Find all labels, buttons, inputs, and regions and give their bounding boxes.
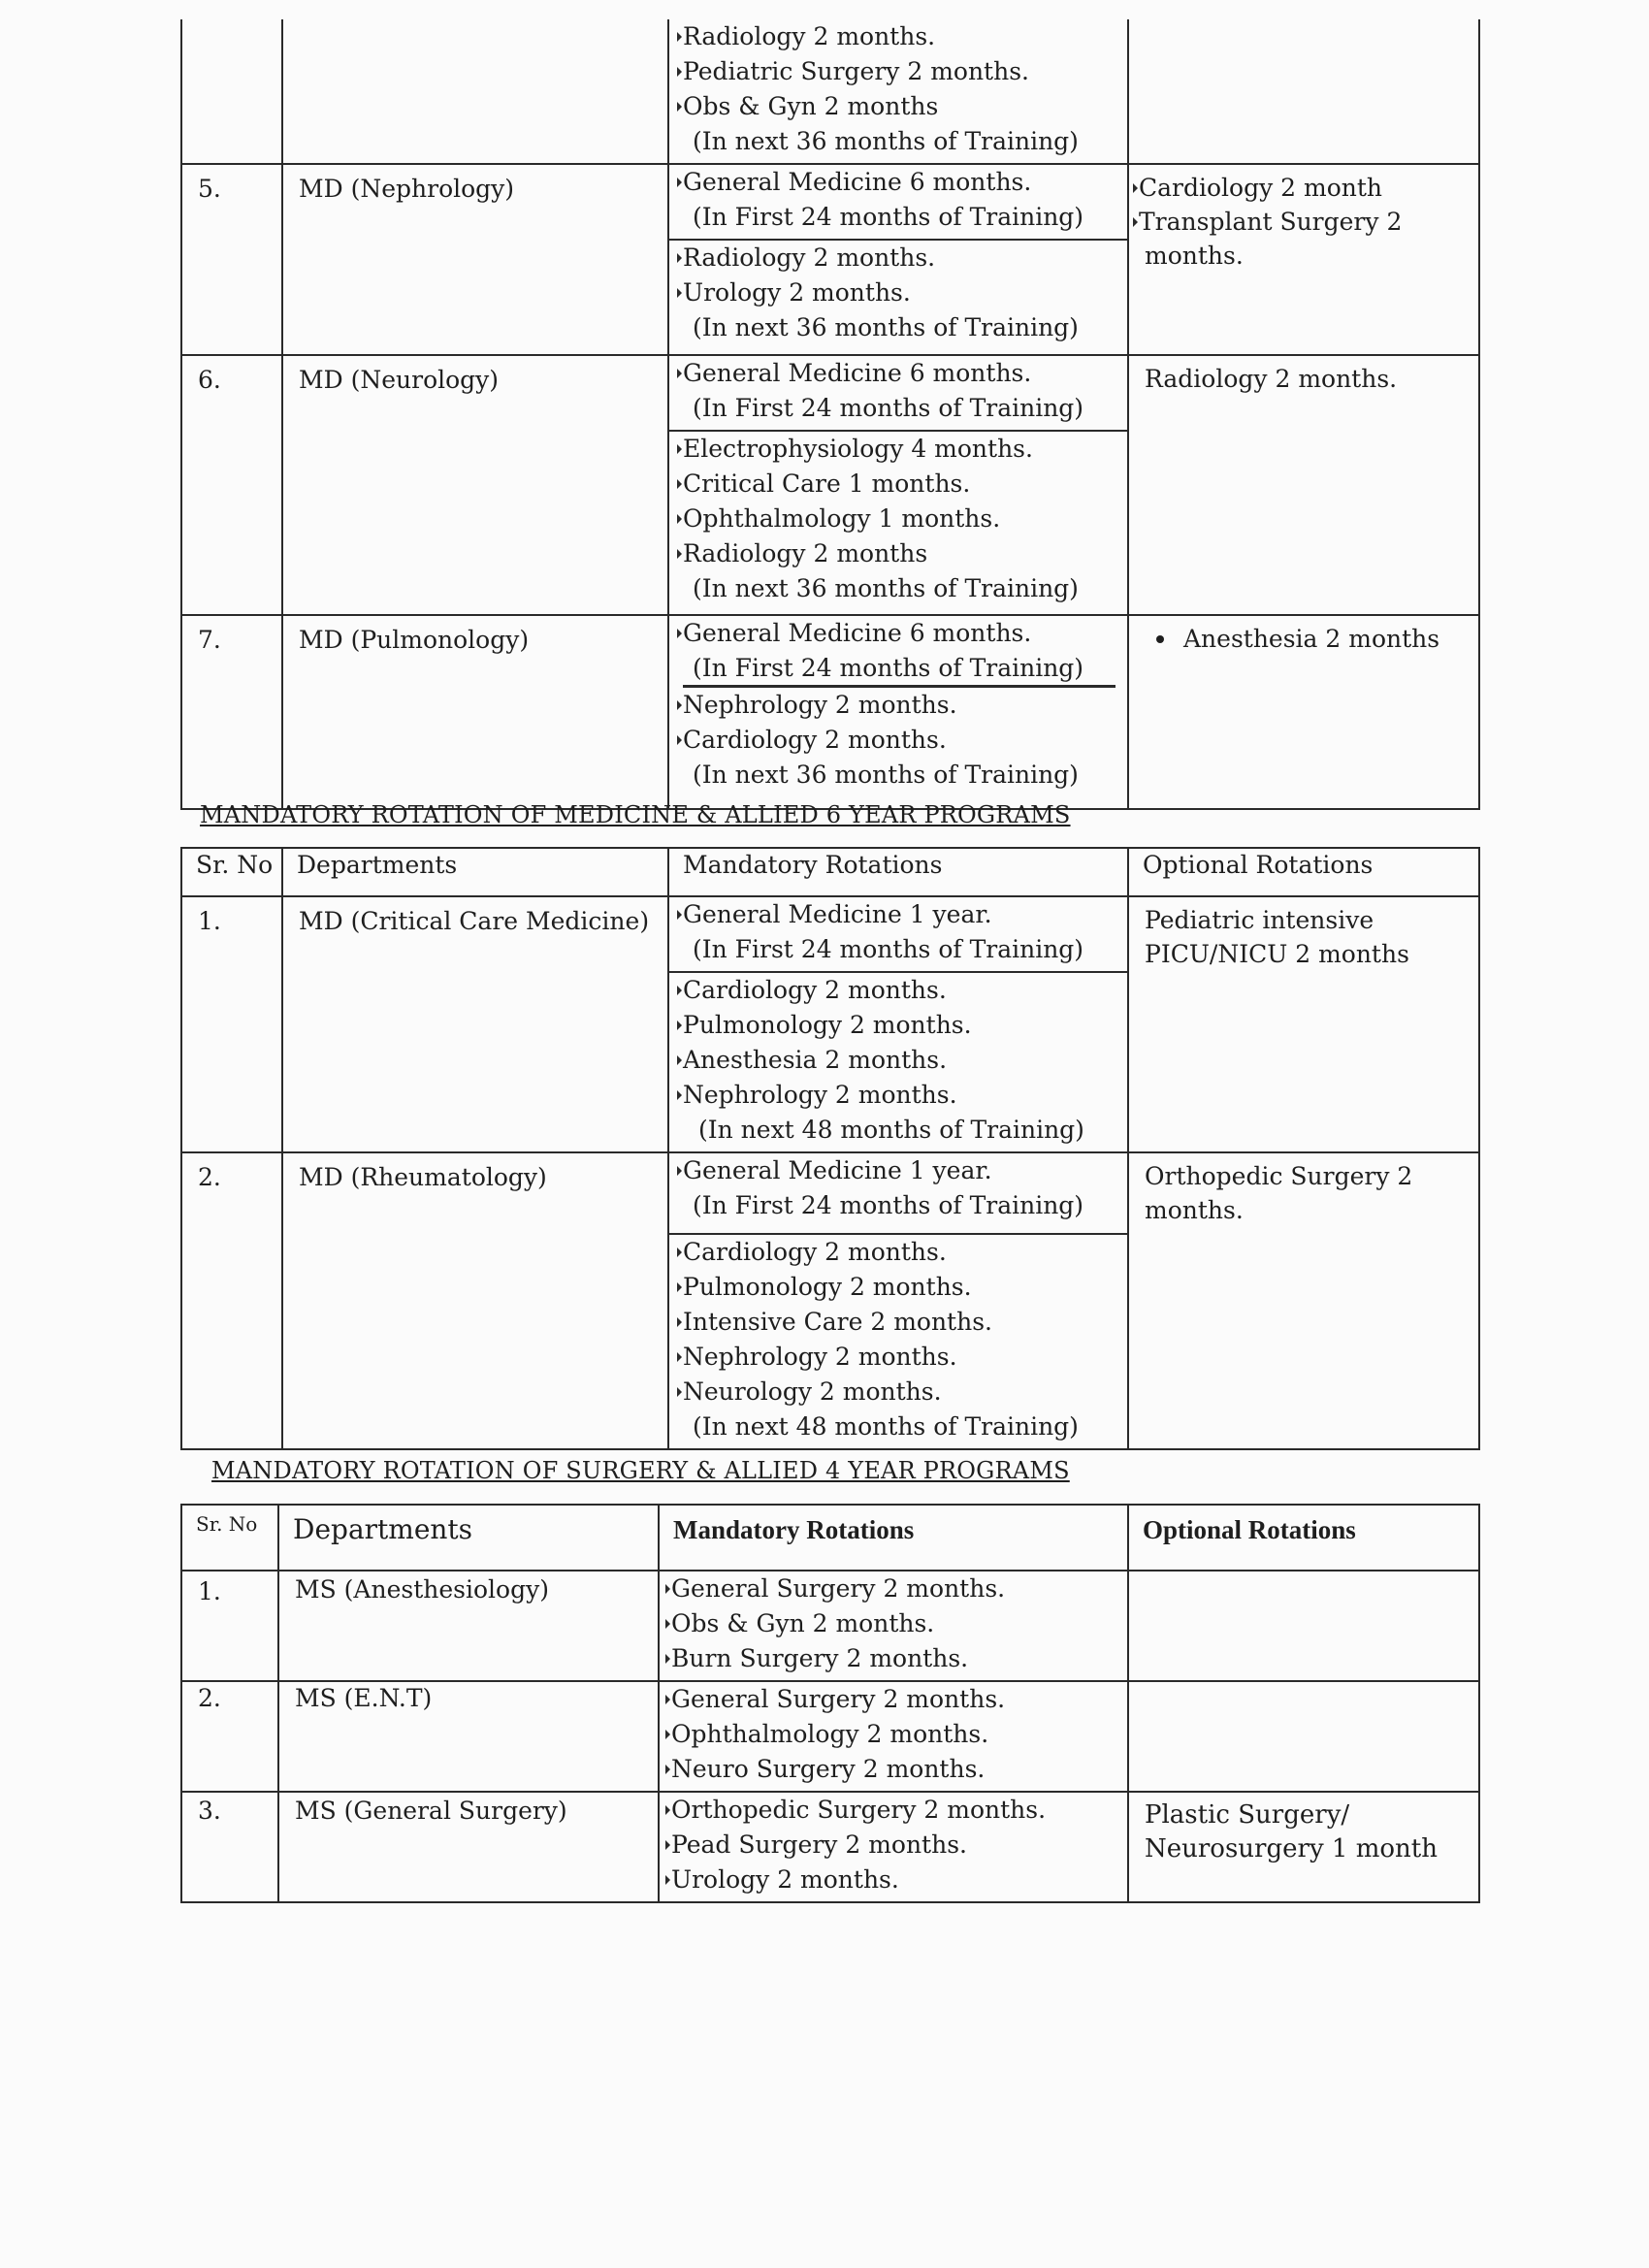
- department-name: MD (Neurology): [282, 355, 668, 615]
- rotation-item: Burn Surgery 2 months.: [671, 1641, 1127, 1676]
- medicine-rotation-table: [180, 847, 1480, 1450]
- mandatory-rotations-cell: [659, 1792, 1128, 1902]
- mandatory-rotations-cell: [659, 1681, 1128, 1792]
- column-header: Optional Rotations: [1128, 1505, 1479, 1571]
- department-name: MD (Rheumatology): [282, 1152, 668, 1449]
- optional-rotations-cell: [1128, 355, 1479, 615]
- optional-item: Plastic Surgery/: [1145, 1800, 1350, 1830]
- rotation-item: Ophthalmology 2 months.: [671, 1717, 1127, 1752]
- table-row: [181, 19, 1479, 164]
- mandatory-rotations-cell: [668, 164, 1128, 355]
- rotation-group: [669, 1233, 1127, 1448]
- sr-no: 1.: [181, 1571, 278, 1681]
- table-header-row: [181, 848, 1479, 896]
- rotation-group: [669, 971, 1127, 1151]
- section-title-medicine: MANDATORY ROTATION OF MEDICINE & ALLIED 6 YEAR PROGRAMS: [200, 801, 1071, 828]
- optional-item: Anesthesia 2 months: [1139, 622, 1472, 656]
- rotation-period: (In next 36 months of Training): [693, 574, 1079, 602]
- optional-rotations-cell: [1128, 896, 1479, 1152]
- rotation-item: Urology 2 months.: [671, 1863, 1127, 1897]
- optional-item: Neurosurgery 1 month: [1145, 1834, 1438, 1863]
- table-row: [181, 355, 1479, 615]
- column-header: Sr. No: [181, 848, 282, 896]
- rotation-item: General Medicine 6 months.: [683, 356, 1127, 391]
- rotation-period: (In First 24 months of Training): [693, 394, 1084, 422]
- rotation-item: Neurology 2 months.: [683, 1375, 1127, 1409]
- department-name: MD (Nephrology): [282, 164, 668, 355]
- optional-item: Pediatric intensive: [1145, 906, 1374, 934]
- rotation-group: [669, 688, 1127, 796]
- rotation-group: [660, 1682, 1127, 1791]
- mandatory-rotations-cell: [668, 615, 1128, 809]
- rotation-item: Pediatric Surgery 2 months.: [683, 54, 1127, 89]
- sr-no: 5.: [181, 164, 282, 355]
- table-row: [181, 1681, 1479, 1792]
- sr-no: 1.: [181, 896, 282, 1152]
- rotation-item: Obs & Gyn 2 months: [683, 89, 1127, 124]
- rotation-item: Cardiology 2 months.: [683, 973, 1127, 1008]
- rotation-period: (In First 24 months of Training): [693, 203, 1084, 231]
- rotation-group: [669, 239, 1127, 349]
- rotation-item: Nephrology 2 months.: [683, 1078, 1127, 1113]
- rotation-item: Anesthesia 2 months.: [683, 1043, 1127, 1078]
- rotation-item: Radiology 2 months.: [683, 241, 1127, 275]
- rotation-group: [669, 356, 1127, 430]
- optional-item: Orthopedic Surgery 2: [1145, 1162, 1413, 1190]
- rotation-item: Cardiology 2 months.: [683, 1235, 1127, 1270]
- sr-no: 2.: [181, 1152, 282, 1449]
- rotation-period: (In next 48 months of Training): [698, 1116, 1084, 1144]
- rotation-group: [669, 897, 1127, 971]
- optional-item: months.: [1145, 242, 1244, 270]
- column-header: Departments: [282, 848, 668, 896]
- rotation-item: Nephrology 2 months.: [683, 1340, 1127, 1375]
- column-header: Sr. No: [181, 1505, 278, 1571]
- table-row: [181, 1792, 1479, 1902]
- rotation-item: Pead Surgery 2 months.: [671, 1828, 1127, 1863]
- mandatory-rotations-cell: [668, 896, 1128, 1152]
- rotation-item: Neuro Surgery 2 months.: [671, 1752, 1127, 1787]
- table-row: [181, 615, 1479, 809]
- sr-no: 2.: [181, 1681, 278, 1792]
- rotation-group: [660, 1793, 1127, 1901]
- sr-no: 7.: [181, 615, 282, 809]
- rotation-item: Electrophysiology 4 months.: [683, 432, 1127, 467]
- optional-item: Radiology 2 months.: [1145, 365, 1398, 393]
- table-row: [181, 896, 1479, 1152]
- table-row: [181, 1152, 1479, 1449]
- rotation-item: General Medicine 1 year.: [683, 1153, 1127, 1188]
- department-name: MS (E.N.T): [278, 1681, 659, 1792]
- column-header: Optional Rotations: [1128, 848, 1479, 896]
- sr-no: 6.: [181, 355, 282, 615]
- rotation-item: Obs & Gyn 2 months.: [671, 1606, 1127, 1641]
- optional-rotations-cell: [1128, 164, 1479, 355]
- rotation-group: [669, 430, 1127, 610]
- rotation-period: (In next 36 months of Training): [693, 127, 1079, 155]
- optional-item: Cardiology 2 month: [1139, 171, 1472, 205]
- mandatory-rotations-cell: [668, 19, 1128, 164]
- optional-item: months.: [1145, 1196, 1244, 1224]
- rotation-period: (In next 36 months of Training): [693, 313, 1079, 341]
- sr-no-cell: [181, 19, 282, 164]
- column-header: Mandatory Rotations: [668, 848, 1128, 896]
- column-header: Mandatory Rotations: [659, 1505, 1128, 1571]
- optional-rotations-cell: [1128, 1792, 1479, 1902]
- rotation-item: Critical Care 1 months.: [683, 467, 1127, 502]
- rotation-period: (In First 24 months of Training): [693, 654, 1084, 682]
- optional-rotations-cell: [1128, 19, 1479, 164]
- rotation-group: [660, 1571, 1127, 1680]
- rotation-group: [669, 1153, 1127, 1233]
- continuation-rotation-table: [180, 19, 1480, 810]
- rotation-group: [669, 165, 1127, 239]
- optional-rotations-cell: [1128, 1681, 1479, 1792]
- rotation-period: (In next 48 months of Training): [693, 1412, 1079, 1441]
- department-cell: [282, 19, 668, 164]
- section-title-surgery: MANDATORY ROTATION OF SURGERY & ALLIED 4 YEAR PROGRAMS: [211, 1457, 1070, 1484]
- rotation-item: Pulmonology 2 months.: [683, 1270, 1127, 1305]
- rotation-item: Intensive Care 2 months.: [683, 1305, 1127, 1340]
- department-name: MD (Pulmonology): [282, 615, 668, 809]
- rotation-group: [669, 616, 1127, 688]
- optional-item: PICU/NICU 2 months: [1145, 940, 1409, 968]
- rotation-group: [669, 19, 1127, 163]
- rotation-item: Urology 2 months.: [683, 275, 1127, 310]
- rotation-item: Radiology 2 months: [683, 536, 1127, 571]
- column-header: Departments: [278, 1505, 659, 1571]
- rotation-period: (In First 24 months of Training): [693, 1191, 1084, 1219]
- rotation-period: (In next 36 months of Training): [693, 761, 1079, 789]
- table-row: [181, 1571, 1479, 1681]
- rotation-item: Pulmonology 2 months.: [683, 1008, 1127, 1043]
- department-name: MS (Anesthesiology): [278, 1571, 659, 1681]
- table-header-row: [181, 1505, 1479, 1571]
- rotation-item: General Medicine 6 months.: [683, 616, 1127, 651]
- rotation-item: General Surgery 2 months.: [671, 1682, 1127, 1717]
- rotation-item: Nephrology 2 months.: [683, 688, 1127, 723]
- rotation-item: Orthopedic Surgery 2 months.: [671, 1793, 1127, 1828]
- rotation-item: Cardiology 2 months.: [683, 723, 1127, 758]
- optional-rotations-cell: [1128, 615, 1479, 809]
- optional-rotations-cell: [1128, 1571, 1479, 1681]
- sr-no: 3.: [181, 1792, 278, 1902]
- rotation-item: General Medicine 1 year.: [683, 897, 1127, 932]
- surgery-rotation-table: [180, 1504, 1480, 1903]
- mandatory-rotations-cell: [668, 1152, 1128, 1449]
- rotation-item: General Medicine 6 months.: [683, 165, 1127, 200]
- optional-item: Transplant Surgery 2: [1139, 205, 1472, 239]
- department-name: MD (Critical Care Medicine): [282, 896, 668, 1152]
- rotation-period: (In First 24 months of Training): [693, 935, 1084, 963]
- department-name: MS (General Surgery): [278, 1792, 659, 1902]
- rotation-item: Ophthalmology 1 months.: [683, 502, 1127, 536]
- mandatory-rotations-cell: [659, 1571, 1128, 1681]
- mandatory-rotations-cell: [668, 355, 1128, 615]
- rotation-item: Radiology 2 months.: [683, 19, 1127, 54]
- table-row: [181, 164, 1479, 355]
- optional-rotations-cell: [1128, 1152, 1479, 1449]
- rotation-item: General Surgery 2 months.: [671, 1571, 1127, 1606]
